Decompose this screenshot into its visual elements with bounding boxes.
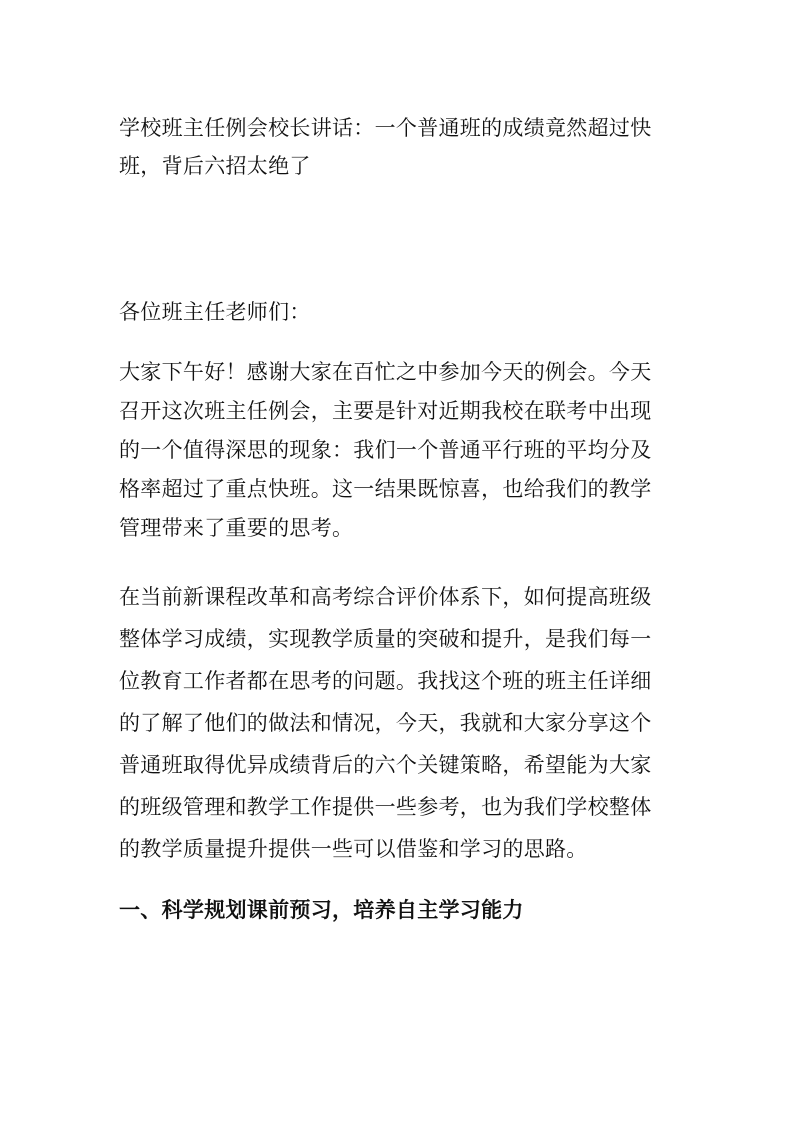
title-line-2: 班，背后六招太绝了 (119, 154, 311, 178)
paragraph1-line-4: 格率超过了重点快班。这一结果既惊喜，也给我们的教学 (119, 477, 652, 501)
paragraph2-line-6: 的班级管理和教学工作提供一些参考，也为我们学校整体 (119, 795, 652, 819)
paragraph2-line-3: 位教育工作者都在思考的问题。我找这个班的班主任详细 (119, 669, 652, 693)
paragraph2-line-7: 的教学质量提升提供一些可以借鉴和学习的思路。 (119, 837, 588, 861)
salutation: 各位班主任老师们： (119, 300, 311, 324)
title-line-1: 学校班主任例会校长讲话：一个普通班的成绩竟然超过快 (119, 116, 652, 140)
paragraph2-line-5: 普通班取得优异成绩背后的六个关键策略，希望能为大家 (119, 753, 652, 777)
paragraph2-line-1: 在当前新课程改革和高考综合评价体系下，如何提高班级 (119, 585, 652, 609)
paragraph2-line-2: 整体学习成绩，实现教学质量的突破和提升，是我们每一 (119, 627, 652, 651)
paragraph1-line-3: 的一个值得深思的现象：我们一个普通平行班的平均分及 (119, 438, 652, 462)
paragraph1-line-2: 召开这次班主任例会，主要是针对近期我校在联考中出现 (119, 399, 652, 423)
section-heading: 一、科学规划课前预习，培养自主学习能力 (119, 898, 524, 922)
paragraph2-line-4: 的了解了他们的做法和情况，今天，我就和大家分享这个 (119, 711, 652, 735)
paragraph1-line-5: 管理带来了重要的思考。 (119, 516, 354, 540)
paragraph1-line-1: 大家下午好！感谢大家在百忙之中参加今天的例会。今天 (119, 360, 652, 384)
